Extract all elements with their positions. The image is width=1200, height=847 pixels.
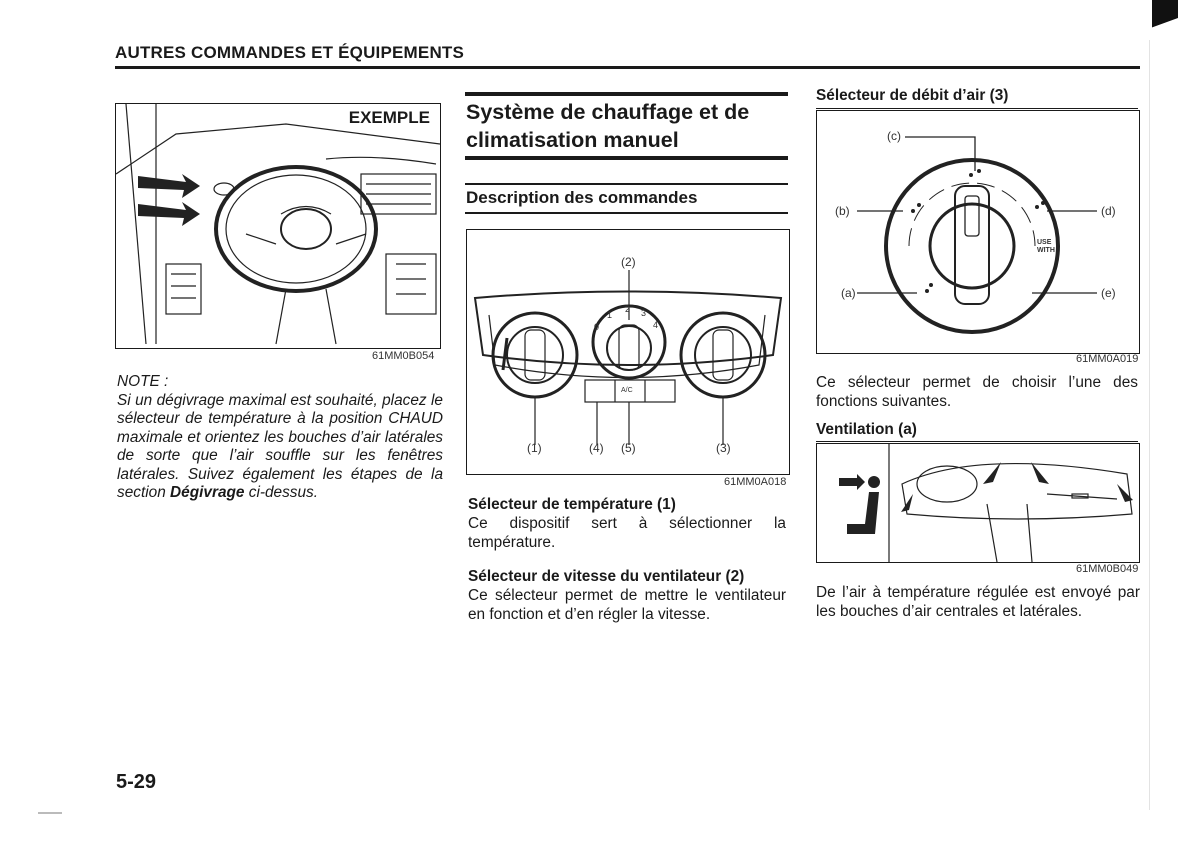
callout-4: (4) (589, 441, 604, 455)
knob-mark-2: 2 (625, 304, 631, 314)
ventilation-figure (816, 443, 1140, 563)
dashboard-example-figure (115, 103, 441, 349)
section-title: Système de chauffage et de climatisation manuel (466, 100, 750, 152)
example-badge: EXEMPLE (348, 108, 430, 127)
ventilation-heading-rule (816, 441, 1138, 442)
callout-5: (5) (621, 441, 636, 455)
temp-selector-text: Ce dispositif sert à sélectionner la température. (468, 515, 786, 551)
subtitle-rule-bottom (465, 212, 788, 214)
dashboard-illustration (116, 104, 440, 348)
callout-1: (1) (527, 441, 542, 455)
ventilation-illustration (817, 444, 1139, 562)
knob-mark-4: 4 (653, 320, 659, 330)
ac-button-label: A/C (621, 387, 633, 394)
callout-a: (a) (841, 286, 856, 300)
note-text: Si un dégivrage maximal est souhaité, placez le sélecteur de température à la position CHAUD maximale et orientez les bouches d’air latérales de sorte que l’air souffle sur les fenêtres latérales. Suivez également les étapes de la section (117, 391, 443, 501)
note-block (117, 373, 443, 503)
figure-code: 61MM0B054 (372, 350, 435, 362)
note-label: NOTE : (117, 373, 169, 390)
figure-code: 61MM0B049 (1076, 563, 1139, 575)
control-panel-figure (466, 229, 790, 475)
subtitle: Description des commandes (466, 188, 698, 207)
callout-e: (e) (1101, 286, 1116, 300)
ventilation-heading: Ventilation (a) (816, 421, 917, 438)
airflow-heading-rule (816, 108, 1138, 109)
knob-mark-0: 0 (594, 322, 600, 332)
note-text-end: ci-dessus. (244, 484, 319, 501)
fan-selector-heading: Sélecteur de vitesse du ventilateur (2) (468, 568, 745, 585)
callout-d: (d) (1101, 204, 1116, 218)
header-rule (115, 66, 1140, 69)
use-with-mark: USE WITH (1037, 239, 1055, 254)
knob-mark-1: 1 (607, 310, 613, 320)
figure-code: 61MM0A019 (1076, 353, 1139, 365)
page-edge-shadow (1149, 40, 1150, 810)
section-header: AUTRES COMMANDES ET ÉQUIPEMENTS (115, 43, 465, 62)
title-rule-top (465, 92, 788, 96)
fan-selector-text: Ce sélecteur permet de mettre le ventilateur en fonction et d’en régler la vitesse. (468, 587, 786, 623)
callout-b: (b) (835, 204, 850, 218)
callout-3: (3) (716, 441, 731, 455)
airflow-selector-figure (816, 110, 1140, 354)
page-corner-tab (1152, 0, 1178, 40)
title-rule-bottom (465, 156, 788, 160)
airflow-selector-text: Ce sélecteur permet de choisir l’une des fonctions suivantes. (816, 374, 1138, 410)
airflow-knob-illustration (817, 111, 1139, 353)
knob-mark-3: 3 (641, 308, 647, 318)
note-bold-word: Dégivrage (170, 484, 245, 501)
callout-c: (c) (887, 129, 901, 143)
subtitle-rule-top (465, 183, 788, 185)
figure-code: 61MM0A018 (724, 476, 787, 488)
temp-selector-heading: Sélecteur de température (1) (468, 496, 676, 513)
ventilation-text: De l’air à température régulée est envoyé par les bouches d’air centrales et latérales. (816, 584, 1140, 620)
airflow-selector-heading: Sélecteur de débit d’air (3) (816, 87, 1009, 104)
page-number: 5-29 (116, 771, 157, 793)
scan-mark (38, 812, 62, 814)
callout-2: (2) (621, 255, 636, 269)
